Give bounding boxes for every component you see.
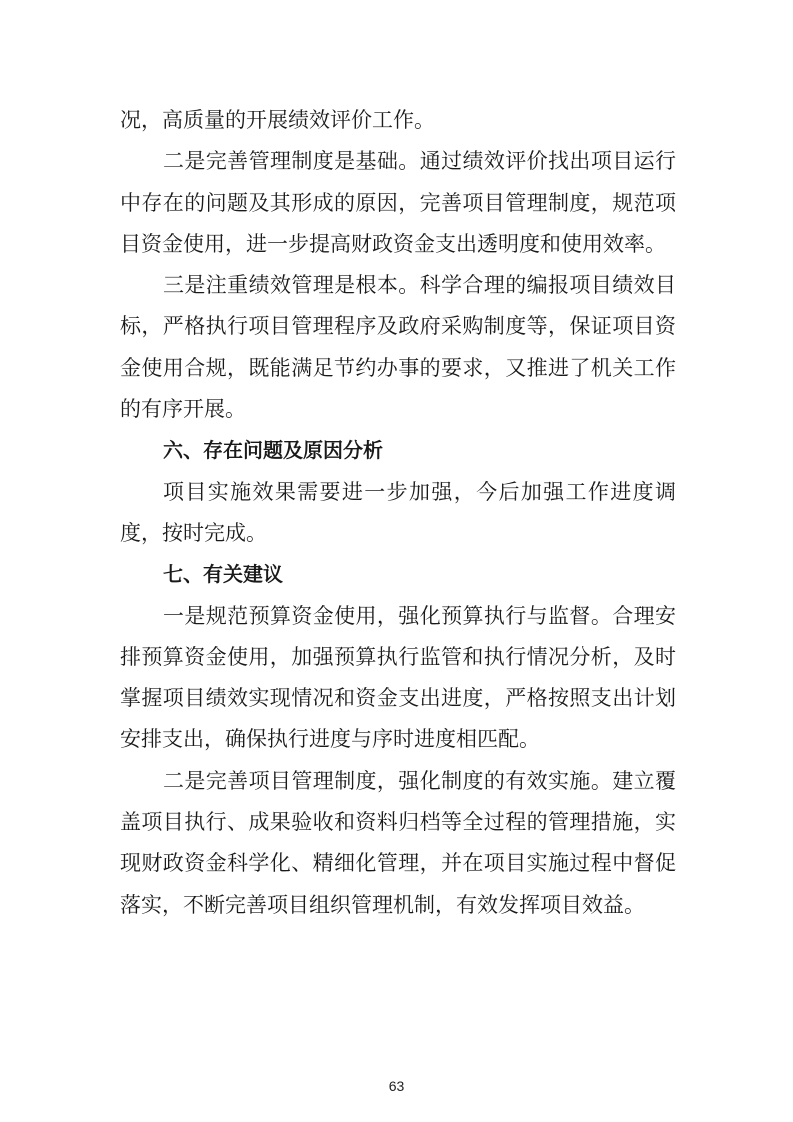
- text-line: 现财政资金科学化、精细化管理，并在项目实施过程中督促: [120, 851, 676, 876]
- text-line: 二是完善管理制度是基础。通过绩效评价找出项目运行: [163, 149, 676, 174]
- text-line: 排预算资金使用，加强预算执行监管和执行情况分析，及时: [120, 644, 676, 669]
- text-line: 标，严格执行项目管理程序及政府采购制度等，保证项目资: [120, 314, 676, 339]
- text-line: 的有序开展。: [120, 397, 246, 422]
- text-line: 一是规范预算资金使用，强化预算执行与监督。合理安: [163, 603, 676, 628]
- text-line: 度，按时完成。: [120, 520, 267, 545]
- page-number: 63: [388, 1078, 405, 1094]
- text-line: 中存在的问题及其形成的原因，完善项目管理制度，规范项: [120, 190, 676, 215]
- text-line: 安排支出，确保执行进度与序时进度相匹配。: [120, 727, 540, 752]
- text-line: 盖项目执行、成果验收和资料归档等全过程的管理措施，实: [120, 810, 676, 835]
- text-line: 况，高质量的开展绩效评价工作。: [120, 108, 435, 132]
- text-line: 二是完善项目管理制度，强化制度的有效实施。建立覆: [163, 768, 676, 793]
- text-line: 掌握项目绩效实现情况和资金支出进度，严格按照支出计划: [120, 686, 676, 711]
- text-line: 目资金使用，进一步提高财政资金支出透明度和使用效率。: [120, 231, 666, 256]
- section-heading: 六、存在问题及原因分析: [163, 438, 383, 463]
- document-body: [120, 100, 676, 926]
- text-line: 落实，不断完善项目组织管理机制，有效发挥项目效益。: [120, 892, 645, 917]
- text-line: 金使用合规，既能满足节约办事的要求，又推进了机关工作: [120, 355, 676, 380]
- text-line: 项目实施效果需要进一步加强，今后加强工作进度调: [163, 479, 676, 504]
- section-heading: 七、有关建议: [163, 562, 283, 587]
- text-line: 三是注重绩效管理是根本。科学合理的编报项目绩效目: [163, 273, 676, 298]
